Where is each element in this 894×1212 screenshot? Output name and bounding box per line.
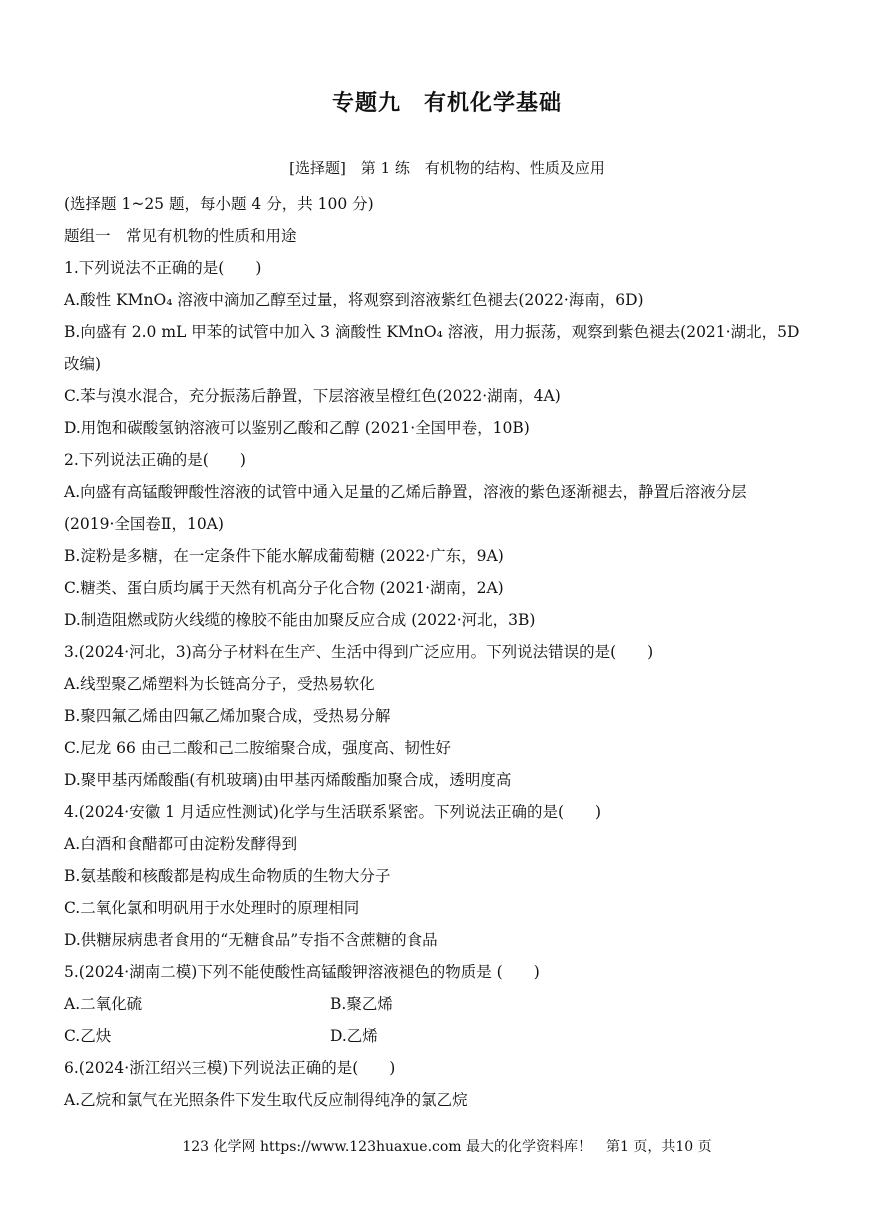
q1-option-d: D.用饱和碳酸氢钠溶液可以鉴别乙酸和乙醇 (2021·全国甲卷，10B) [64,419,530,437]
q2-stem: 2.下列说法正确的是( ) [64,451,246,469]
page-title: 专题九 有机化学基础 [331,91,562,116]
q5-option-d: D.乙烯 [330,1027,378,1045]
question-body [64,188,834,1116]
q1-option-b: B.向盛有 2.0 mL 甲苯的试管中加入 3 滴酸性 KMnO₄ 溶液，用力振荡，观察到紫色褪去(2021·湖北，5D [64,323,800,341]
q4-option-a: A.白酒和食醋都可由淀粉发酵得到 [64,835,298,853]
q3-option-b: B.聚四氟乙烯由四氟乙烯加聚合成，受热易分解 [64,707,391,725]
q5-option-c: C.乙炔 [64,1027,112,1045]
q4-option-b: B.氨基酸和核酸都是构成生命物质的生物大分子 [64,867,391,885]
q4-stem: 4.(2024·安徽 1 月适应性测试)化学与生活联系紧密。下列说法正确的是( ) [64,803,602,821]
q5-option-a: A.二氧化硫 [64,995,143,1013]
q5-stem: 5.(2024·湖南二模)下列不能使酸性高锰酸钾溶液褪色的物质是 ( ) [64,963,540,981]
q2-option-c: C.糖类、蛋白质均属于天然有机高分子化合物 (2021·湖南，2A) [64,579,504,597]
q3-option-d: D.聚甲基丙烯酸酯(有机玻璃)由甲基丙烯酸酯加聚合成，透明度高 [64,771,512,789]
q4-option-d: D.供糖尿病患者食用的“无糖食品”专指不含蔗糖的食品 [64,931,438,949]
q1-option-a: A.酸性 KMnO₄ 溶液中滴加乙醇至过量，将观察到溶液紫红色褪去(2022·海南，6D) [64,291,644,309]
q3-option-a: A.线型聚乙烯塑料为长链高分子，受热易软化 [64,675,375,693]
q4-option-c: C.二氧化氯和明矾用于水处理时的原理相同 [64,899,360,917]
q2-option-d: D.制造阻燃或防火线缆的橡胶不能由加聚反应合成 (2022·河北，3B) [64,611,536,629]
group-heading: 题组一 常见有机物的性质和用途 [64,227,297,245]
section-subtitle: [选择题] 第 1 练 有机物的结构、性质及应用 [289,159,605,177]
q6-stem: 6.(2024·浙江绍兴三模)下列说法正确的是( ) [64,1059,396,1077]
q1-option-c: C.苯与溴水混合，充分振荡后静置，下层溶液呈橙红色(2022·湖南，4A) [64,387,561,405]
q2-option-a: A.向盛有高锰酸钾酸性溶液的试管中通入足量的乙烯后静置，溶液的紫色逐渐褪去，静置后溶液分层 [64,483,747,501]
q2-option-a-cont: (2019·全国卷Ⅱ，10A) [64,515,224,533]
q5-options-row-2 [64,1020,834,1052]
q5-options-row-1 [64,988,834,1020]
q3-option-c: C.尼龙 66 由己二酸和己二胺缩聚合成，强度高、韧性好 [64,739,451,757]
q2-option-b: B.淀粉是多糖，在一定条件下能水解成葡萄糖 (2022·广东，9A) [64,547,504,565]
q6-option-a: A.乙烷和氯气在光照条件下发生取代反应制得纯净的氯乙烷 [64,1091,468,1109]
page-footer: 123 化学网 https://www.123huaxue.com 最大的化学资料库！ 第1 页，共10 页 [182,1139,712,1155]
q1-option-b-cont: 改编) [64,355,102,373]
intro-text: (选择题 1~25 题，每小题 4 分，共 100 分) [64,195,374,213]
q5-option-b: B.聚乙烯 [330,995,393,1013]
q1-stem: 1.下列说法不正确的是( ) [64,259,262,277]
q3-stem: 3.(2024·河北，3)高分子材料在生产、生活中得到广泛应用。下列说法错误的是( ) [64,643,654,661]
